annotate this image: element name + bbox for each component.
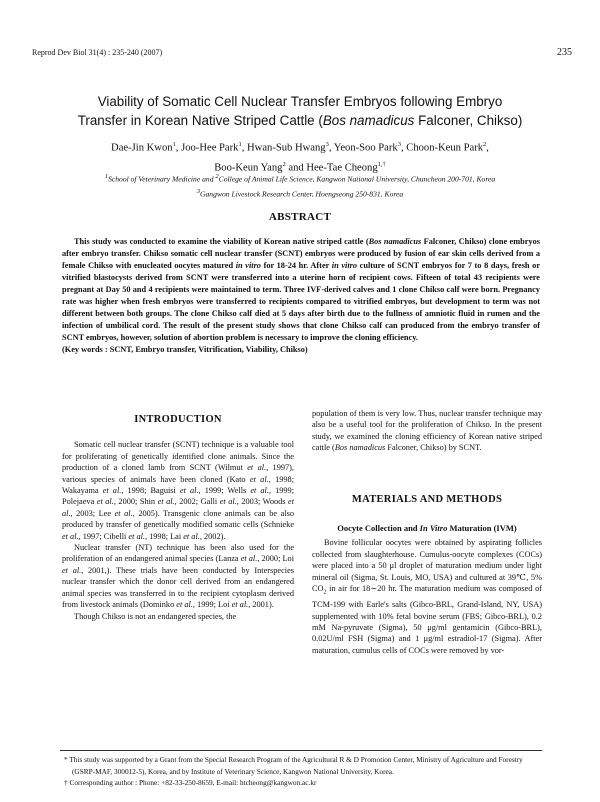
affiliation-mark: 2: [483, 141, 487, 148]
affiliations: [30, 171, 570, 200]
right-column: [312, 408, 542, 656]
affiliation-mark: 1: [104, 173, 109, 180]
abstract-text: for 18-24 hr. After: [260, 261, 332, 270]
affiliation-mark: 1,†: [377, 160, 386, 168]
title-text: Transfer in Korean Native Striped Cattle (: [77, 113, 323, 128]
abstract-text: Falconer, Chikso) clone embryos after embryo transfer. Chikso somatic cell nuclear transfer (SCNT) embryos were produced by fusion of ear skin cells derived from a female Chikso with enucleated oocytes matured: [62, 237, 540, 270]
author-name: and Hee-Tae Cheong: [285, 162, 378, 174]
introduction-heading: INTRODUCTION: [134, 414, 222, 425]
footnote-divider: [60, 750, 542, 751]
funding-footnote: * This study was supported by a Grant from the Special Research Program of the Agricultural R & D Promotion Center, Ministry of Agriculture and Forestry (GSRP-MAF, 300012-5), Korea, and by Institute of Veterinary Science, Kangwon National University, Korea.: [64, 755, 523, 776]
left-column: [62, 408, 294, 622]
abstract-text: culture of SCNT embryos for 7 to 8 days, fresh or vitrified blastocysts derived from SCNT were transferred into a uterine horn of recipient cows. Fifteen of total 43 recipients were pregnant at Day 50 and 4 recipients were maintained to term. Three IVF-derived calves and 1 clone Chikso calf were born. Pregnancy rate was higher when fresh embryos were transferred to recipients compared to vitrified embryos, but development to term was not different between both groups. The clone Chikso calf died at 5 days after birth due to the fullness of amniotic fluid in rumen and the infection of umbilical cord. The result of the present study shows that clone Chikso calf can produced from the embryo transfer of SCNT embryos, however, solution of abortion problem is necessary to improve the cloning efficiency.: [62, 261, 541, 342]
affiliation-text: College of Animal Life Science, Kangwon National University, Chuncheon 200-701, Korea: [218, 174, 496, 184]
author-name: , Joo-Hee Park: [175, 142, 239, 154]
abstract-text: This study was conducted to examine the viability of Korean native striped cattle (: [74, 237, 369, 246]
author-name: , Yeon-Soo Park: [328, 142, 398, 154]
title-text: Falconer, Chikso): [414, 113, 523, 128]
species-name: Bos namadicus: [322, 113, 415, 128]
author-name: , Hwan-Sub Hwang: [241, 142, 326, 154]
author-line-1: Dae-Jin Kwon$^1$, Joo-Hee Park$^1$, Hwan-Sub Hwang$^3$, Yeon-Soo Park$^3$, Choon-Keun Park$^2$,: [111, 141, 489, 154]
title-line-1: Viability of Somatic Cell Nuclear Transfer Embryos following Embryo: [97, 94, 503, 109]
page-number: 235: [557, 47, 572, 58]
running-head: [32, 48, 572, 62]
latin-term: in vitro: [235, 261, 261, 270]
affiliation-text: School of Veterinary Medicine and: [108, 174, 216, 184]
affiliation-text: Gangwon Livestock Research Center, Hoengseong 250-831, Korea: [200, 189, 404, 199]
affiliation-mark: 1: [172, 141, 176, 148]
subsection-heading-ivm: Oocyte Collection and In Vitro Maturation (IVM): [337, 523, 517, 534]
affiliation-line-2: [30, 186, 570, 201]
affiliation-mark: 3: [397, 141, 401, 148]
author-name: Boo-Keun Yang: [214, 162, 283, 174]
footnotes: [60, 754, 542, 789]
intro-paragraph-2: Nuclear transfer (NT) technique has been also used for the proliferation of an endangered animal species (Lanza et al., 2000; Loi et al., 2001,). These trials have been conducted by Interspecies nuclear transfer which the donor cell derived from an endangered animal species was transferred in to the recipient cytoplasm derived from livestock animals (Dominko et al., 1999; Loi et al., 2001).: [62, 543, 294, 610]
affiliation-mark: 2: [215, 173, 219, 180]
article-title: [20, 92, 580, 130]
abstract-heading: ABSTRACT: [268, 211, 332, 223]
intro-paragraph-3-continued: population of them is very low. Thus, nuclear transfer technique may also be a useful tool for the proliferation of Chikso. In the present study, we examined the cloning efficiency of Korean native striped cattle (Bos namadicus Falconer, Chikso) by SCNT.: [312, 409, 542, 453]
intro-paragraph-3: Though Chikso is not an endangered species, the: [74, 611, 237, 621]
affiliation-mark: 1: [238, 141, 242, 148]
species-name: Bos namadicus: [368, 237, 422, 246]
author-name: Dae-Jin Kwon: [111, 142, 173, 154]
abstract-body: [62, 236, 540, 356]
corresponding-author-footnote: † Corresponding author : Phone: +82-33-250-8659, E-mail: htcheong@kangwon.ac.kr: [64, 778, 317, 787]
title-line-2: [20, 111, 580, 130]
affiliation-mark: 3: [196, 187, 201, 195]
author-name: , Choon-Keun Park: [400, 142, 484, 154]
affiliation-line-1: [30, 171, 570, 186]
affiliation-mark: 2: [282, 160, 286, 168]
journal-citation: Reprod Dev Biol 31(4) : 235-240 (2007): [32, 48, 163, 57]
affiliation-mark: 3: [325, 141, 329, 148]
keywords: (Key words : SCNT, Embryo transfer, Vitrification, Viability, Chikso): [62, 345, 308, 354]
intro-paragraph-1: Somatic cell nuclear transfer (SCNT) technique is a valuable tool for proliferating of genetically identified clone animals. Since the production of a cloned lamb from SCNT (Wilmut et al., 1997), various species of animals have been cloned (Kato et al., 1998; Wakayama et al., 1998; Baguisi et al., 1999; Wells et al., 1999; Polejaeva et al., 2000; Shin et al., 2002; Galli et al., 2003; Woods et al., 2003; Lee et al., 2005). Transgenic clone animals can be also produced by transfer of genetically modified somatic cells (Schnieke et al., 1997; Cibelli et al., 1998; Lai et al., 2002).: [62, 440, 295, 541]
latin-term: in vitro: [331, 261, 358, 270]
materials-methods-heading: MATERIALS AND METHODS: [351, 493, 503, 505]
methods-paragraph-1: Bovine follicular oocytes were obtained by aspirating follicles collected from slaughterhouse. Cumulus-oocyte complexes (COCs) were placed into a 50 μl droplet of maturation medium under light mineral oil (Sigma, St. Louis, MO, USA) and cultured at 39℃, 5% $CO_2$ in air for 18∼20 hr. The maturation medium was composed of TCM-199 with Earle's salts (Gibco-BRL, Grand-Island, NY, USA) supplemented with 10% fetal bovine serum (FBS; Gibco-BRL), 0.2 mM Na-pyruvate (Sigma), 50 μg/ml gentamicin (Gibco-BRL), 0.02U/ml FSH (Sigma) and 1 μg/ml estradiol-17 (Sigma). After maturation, cumulus cells of COCs were removed by vor-: [312, 538, 542, 655]
